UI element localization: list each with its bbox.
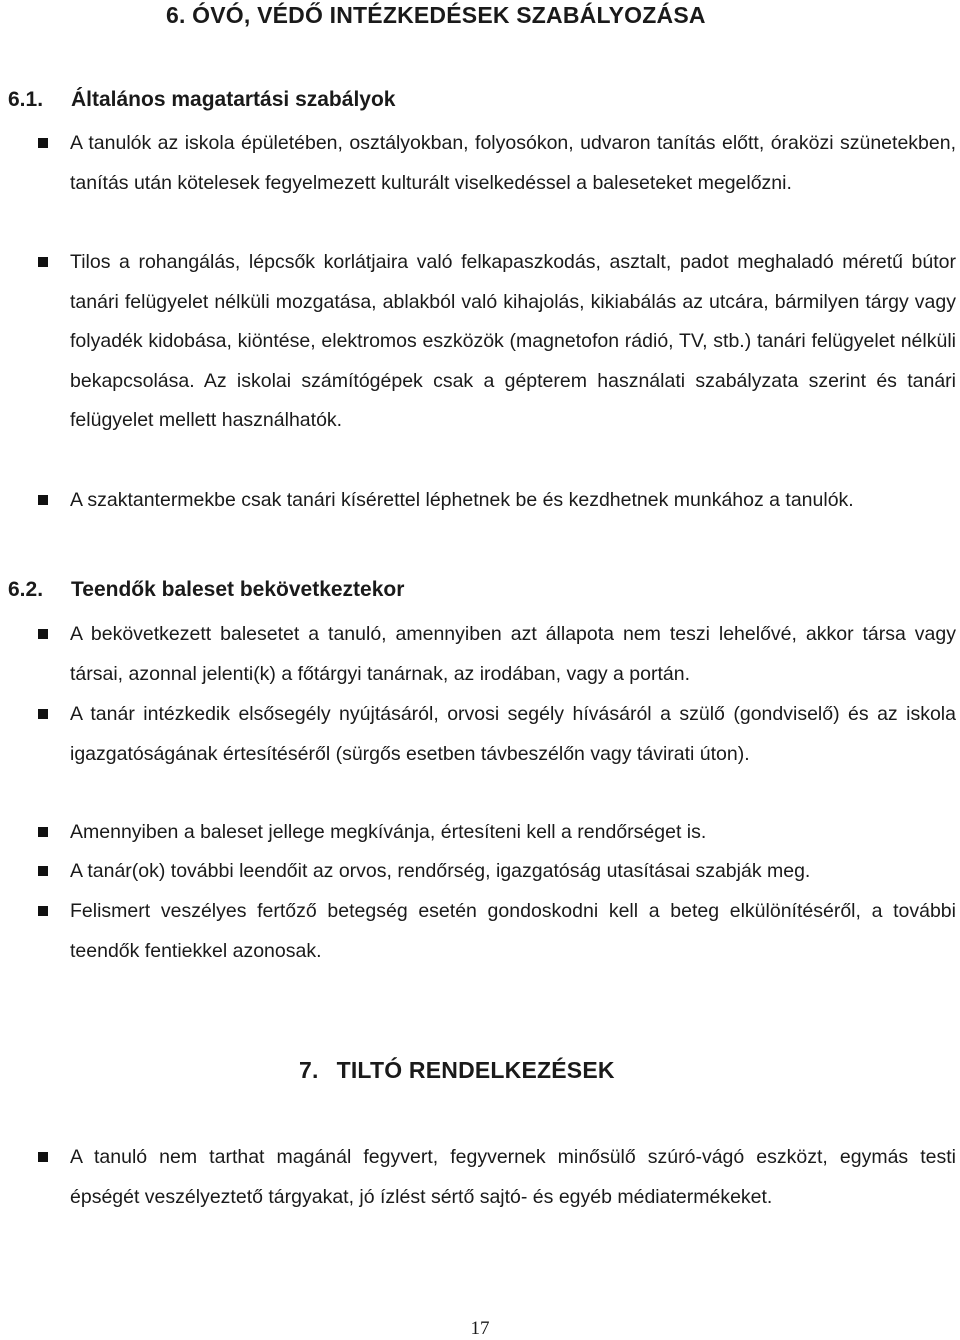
list-item xyxy=(70,1138,956,1217)
square-bullet-icon xyxy=(38,257,48,267)
square-bullet-icon xyxy=(38,629,48,639)
list-item xyxy=(70,243,956,441)
list-item xyxy=(70,481,956,521)
square-bullet-icon xyxy=(38,709,48,719)
square-bullet-icon xyxy=(38,495,48,505)
list-item xyxy=(70,813,956,853)
list-item-text: A tanár(ok) további leendőit az orvos, rendőrség, igazgatóság utasításai szabják meg. xyxy=(70,860,811,882)
subsection-title: Általános magatartási szabályok xyxy=(71,88,396,111)
section-7-heading xyxy=(299,1057,615,1084)
subsection-number: 6.2. xyxy=(8,578,44,601)
square-bullet-icon xyxy=(38,138,48,148)
page-number: 17 xyxy=(470,1318,490,1339)
subsection-number: 6.1. xyxy=(8,88,44,111)
list-item xyxy=(70,615,956,694)
list-item-text: A szaktantermekbe csak tanári kísérettel léphetnek be és kezdhetnek munkához a tanulók. xyxy=(70,489,854,511)
list-item-text: A bekövetkezett balesetet a tanuló, amennyiben azt állapota nem teszi lehelővé, akkor társa vagy társai, azonnal jelenti(k) a főtárgyi tanárnak, az irodában, vagy a portán. xyxy=(70,623,956,685)
square-bullet-icon xyxy=(38,1152,48,1162)
square-bullet-icon xyxy=(38,906,48,916)
list-item-text: A tanuló nem tarthat magánál fegyvert, fegyvernek minősülő szúró-vágó eszközt, egymás testi épségét veszélyeztető tárgyakat, jó ízlést sértő sajtó- és egyéb médiatermékeket. xyxy=(70,1146,956,1208)
square-bullet-icon xyxy=(38,866,48,876)
list-item xyxy=(70,852,956,892)
list-item-text: Amennyiben a baleset jellege megkívánja, értesíteni kell a rendőrséget is. xyxy=(70,821,707,843)
section-title: TILTÓ RENDELKEZÉSEK xyxy=(336,1057,615,1083)
subsection-title: Teendők baleset bekövetkeztekor xyxy=(71,578,405,601)
list-item-text: A tanulók az iskola épületében, osztályokban, folyosókon, udvaron tanítás előtt, óraközi szünetekben, tanítás után kötelesek fegyelmezett kulturált viselkedéssel a baleseteket megelőzni. xyxy=(70,132,956,194)
list-item-text: A tanár intézkedik elsősegély nyújtásáról, orvosi segély hívásáról a szülő (gondviselő) és az iskola igazgatóságának értesítéséről (sürgős esetben távbeszélőn vagy távirati úton). xyxy=(70,703,956,765)
subsection-6-2-heading xyxy=(8,578,404,602)
list-item xyxy=(70,695,956,774)
square-bullet-icon xyxy=(38,827,48,837)
list-item xyxy=(70,892,956,971)
subsection-6-1-heading xyxy=(8,88,395,112)
list-item-text: Felismert veszélyes fertőző betegség esetén gondoskodni kell a beteg elkülönítéséről, a további teendők fentiekkel azonosak. xyxy=(70,900,956,962)
list-item-text: Tilos a rohangálás, lépcsők korlátjaira való felkapaszkodás, asztalt, padot meghaladó méretű bútor tanári felügyelet nélküli mozgatása, ablakból való kihajolás, kikiabálás az utcára, bármilyen tárgy vagy folyadék kidobása, kiöntése, elektromos eszközök (magnetofon rádió, TV, stb.) tanári felügyelet nélküli bekapcsolása. Az iskolai számítógépek csak a gépterem használati szabályzata szerint és tanári felügyelet mellett használhatók. xyxy=(70,251,956,431)
section-6-heading: 6. ÓVÓ, VÉDŐ INTÉZKEDÉSEK SZABÁLYOZÁSA xyxy=(166,2,706,28)
section-number: 7. xyxy=(299,1057,319,1083)
list-item xyxy=(70,124,956,203)
